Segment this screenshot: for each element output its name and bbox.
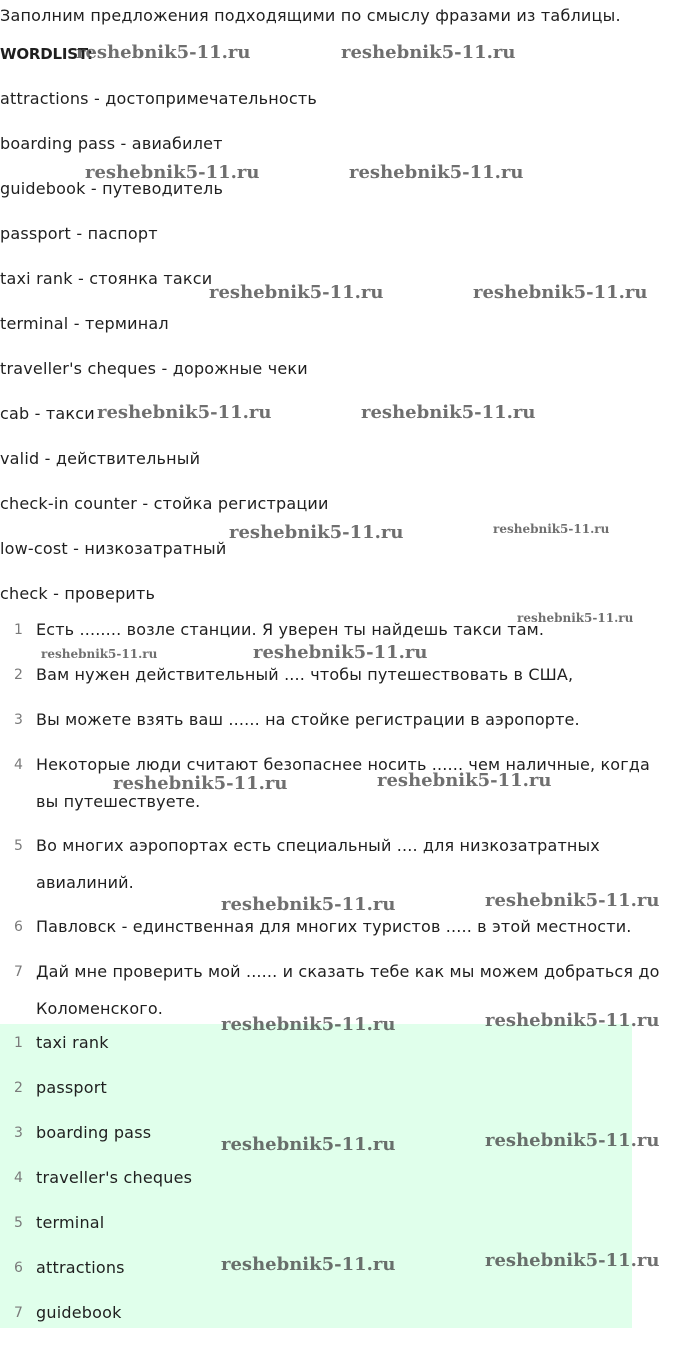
answer-text: taxi rank <box>36 1033 109 1052</box>
question-number: 4 <box>14 757 23 773</box>
answer-text: attractions <box>36 1258 125 1277</box>
watermark: reshebnik5-11.ru <box>341 42 516 63</box>
vocab-item: low-cost - низкозатратный <box>0 539 227 558</box>
watermark: reshebnik5-11.ru <box>221 1254 396 1275</box>
answers-panel <box>0 1024 632 1328</box>
watermark: reshebnik5-11.ru <box>485 1250 660 1271</box>
question-text: Вы можете взять ваш ...... на стойке регистрации в аэропорте. <box>36 710 580 729</box>
question-number: 7 <box>14 964 23 980</box>
question-number: 6 <box>14 919 23 935</box>
vocab-item: boarding pass - авиабилет <box>0 134 223 153</box>
watermark: reshebnik5-11.ru <box>493 522 610 536</box>
answer-number: 1 <box>14 1035 23 1051</box>
vocab-item: terminal - терминал <box>0 314 169 333</box>
question-text: Павловск - единственная для многих туристов ..... в этой местности. <box>36 917 632 936</box>
vocab-item: attractions - достопримечательность <box>0 89 318 108</box>
answer-number: 2 <box>14 1080 23 1096</box>
question-number: 5 <box>14 838 23 854</box>
watermark: reshebnik5-11.ru <box>253 642 428 663</box>
question-number: 1 <box>14 622 23 638</box>
watermark: reshebnik5-11.ru <box>221 1134 396 1155</box>
question-number: 2 <box>14 667 23 683</box>
watermark: reshebnik5-11.ru <box>229 522 404 543</box>
intro-text: Заполним предложения подходящими по смыслу фразами из таблицы. <box>0 6 621 25</box>
answer-text: passport <box>36 1078 108 1097</box>
answer-number: 6 <box>14 1260 23 1276</box>
watermark: reshebnik5-11.ru <box>221 894 396 915</box>
watermark: reshebnik5-11.ru <box>485 890 660 911</box>
answer-number: 7 <box>14 1305 23 1321</box>
watermark: reshebnik5-11.ru <box>517 611 634 625</box>
question-number: 3 <box>14 712 23 728</box>
watermark: reshebnik5-11.ru <box>41 647 158 661</box>
question-text: Дай мне проверить мой ...... и сказать тебе как мы можем добраться до Коломенского. <box>36 962 660 1018</box>
watermark: reshebnik5-11.ru <box>76 42 251 63</box>
watermark: reshebnik5-11.ru <box>113 773 288 794</box>
question-text <box>36 746 666 820</box>
watermark: reshebnik5-11.ru <box>85 162 260 183</box>
vocab-item: guidebook - путеводитель <box>0 179 224 198</box>
vocab-item: valid - действительный <box>0 449 201 468</box>
watermark: reshebnik5-11.ru <box>209 282 384 303</box>
question-text: Есть ........ возле станции. Я уверен ты найдешь такси там. <box>36 620 545 639</box>
question-text-content: Некоторые люди считают безопаснее носить ...... чем наличные, когда вы путешествуете. <box>36 755 650 811</box>
answer-number: 5 <box>14 1215 23 1231</box>
watermark: reshebnik5-11.ru <box>473 282 648 303</box>
vocab-item: passport - паспорт <box>0 224 158 243</box>
question-text: Во многих аэропортах есть специальный .... для низкозатратных авиалиний. <box>36 836 600 892</box>
watermark: reshebnik5-11.ru <box>377 770 552 791</box>
answer-text: boarding pass <box>36 1123 152 1142</box>
watermark: reshebnik5-11.ru <box>485 1130 660 1151</box>
answer-text: traveller's cheques <box>36 1168 193 1187</box>
answer-text: terminal <box>36 1213 105 1232</box>
question-text: Вам нужен действительный .... чтобы путешествовать в США, <box>36 665 574 684</box>
watermark: reshebnik5-11.ru <box>361 402 536 423</box>
vocab-item: cab - такси <box>0 404 95 423</box>
vocab-item: taxi rank - стоянка такси <box>0 269 213 288</box>
vocab-item: traveller's cheques - дорожные чеки <box>0 359 308 378</box>
watermark: reshebnik5-11.ru <box>349 162 524 183</box>
answer-text: guidebook <box>36 1303 122 1322</box>
vocab-item: check - проверить <box>0 584 156 603</box>
wordlist-heading: WORDLIST: <box>0 45 93 63</box>
answer-number: 4 <box>14 1170 23 1186</box>
vocab-item: check-in counter - стойка регистрации <box>0 494 329 513</box>
answer-number: 3 <box>14 1125 23 1141</box>
watermark: reshebnik5-11.ru <box>221 1014 396 1035</box>
watermark: reshebnik5-11.ru <box>97 402 272 423</box>
watermark: reshebnik5-11.ru <box>485 1010 660 1031</box>
